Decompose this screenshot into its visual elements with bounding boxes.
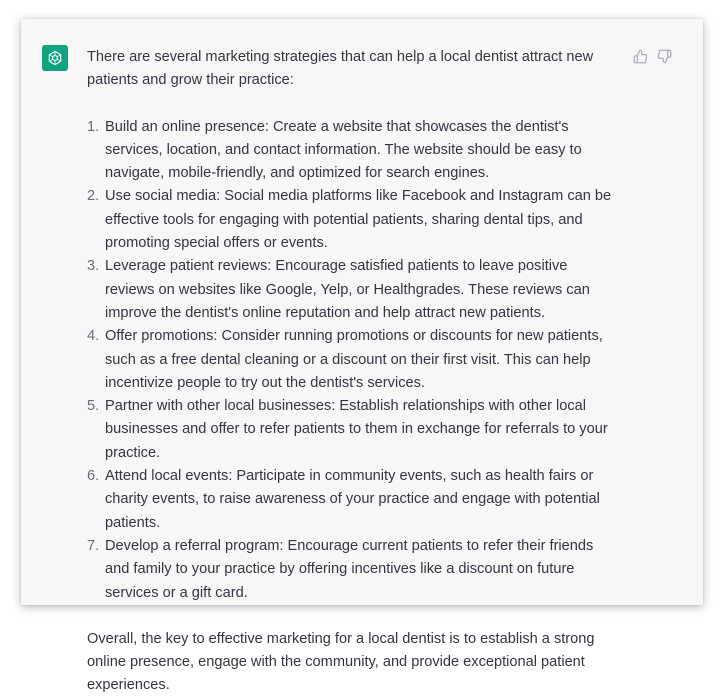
list-item: [87, 116, 617, 186]
list-item-text: Build an online presence: Create a website that showcases the dentist's services, location, and contact information. The website should be easy to navigate, mobile-friendly, and optimized for search engines.: [105, 118, 582, 182]
list-item: [87, 395, 617, 465]
thumbs-down-icon: [657, 49, 672, 64]
list-number: 4.: [87, 328, 100, 345]
openai-logo-icon: [46, 49, 64, 67]
list-item: [87, 325, 617, 395]
list-number: 1.: [87, 118, 100, 135]
list-item-text: Use social media: Social media platforms like Facebook and Instagram can be effective tools for engaging with potential patients, sharing dental tips, and promoting special offers or events.: [105, 188, 612, 252]
assistant-message-panel: [21, 19, 703, 694]
thumbs-up-button[interactable]: [632, 48, 649, 65]
strategy-list: [87, 116, 617, 605]
list-item: [87, 535, 617, 605]
list-item-text: Partner with other local businesses: Establish relationships with other local businesses and offer to refer patients to them in exchange for referrals to your practice.: [105, 398, 608, 461]
list-number: 6.: [87, 468, 100, 485]
list-item: [87, 185, 617, 255]
thumbs-down-button[interactable]: [656, 48, 673, 65]
thumbs-up-icon: [633, 49, 648, 64]
message-content: [87, 46, 617, 698]
list-number: 3.: [87, 258, 100, 275]
list-number: 2.: [87, 188, 100, 205]
list-number: 5.: [87, 398, 100, 415]
list-item: [87, 255, 617, 325]
list-item-text: Attend local events: Participate in community events, such as health fairs or charity events, to raise awareness of your practice and engage with potential patients.: [105, 468, 600, 531]
intro-paragraph: There are several marketing strategies that can help a local dentist attract new patients and grow their practice:: [87, 49, 594, 89]
conclusion-paragraph: Overall, the key to effective marketing for a local dentist is to establish a strong online presence, engage with the community, and provide exceptional patient experiences.: [87, 630, 595, 694]
list-item-text: Offer promotions: Consider running promotions or discounts for new patients, such as a free dental cleaning or a discount on their first visit. This can help incentivize people to try out the dentist's services.: [105, 328, 603, 391]
list-item-text: Leverage patient reviews: Encourage satisfied patients to leave positive reviews on websites like Google, Yelp, or Healthgrades. These reviews can improve the dentist's online reputation and help attract new patients.: [105, 258, 590, 321]
assistant-avatar: [42, 45, 68, 71]
list-number: 7.: [87, 537, 100, 554]
list-item: [87, 465, 617, 535]
feedback-controls: [632, 48, 673, 65]
list-item-text: Develop a referral program: Encourage current patients to refer their friends and family to your practice by offering incentives like a discount on future services or a gift card.: [105, 537, 594, 601]
